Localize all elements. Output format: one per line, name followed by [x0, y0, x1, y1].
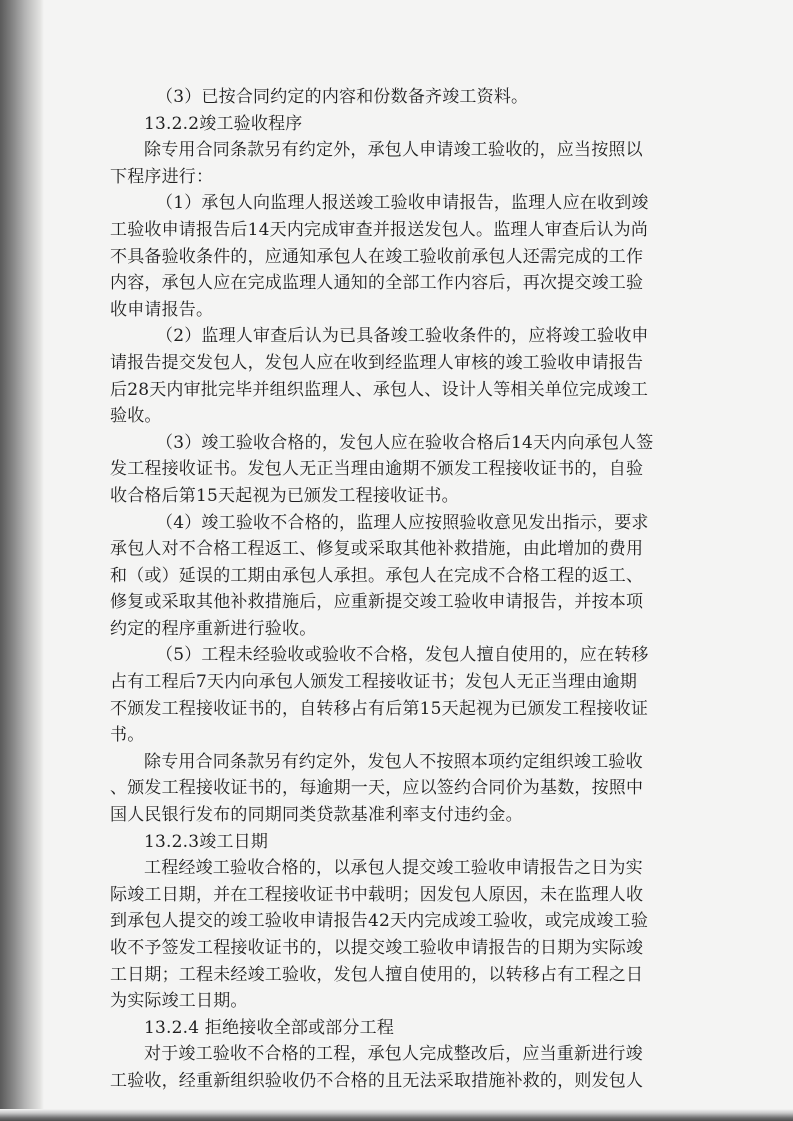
paragraph-line: 工程经竣工验收合格的，以承包人提交竣工验收申请报告之日为实 — [144, 858, 643, 879]
paragraph-line: 修复或采取其他补救措施后，应重新提交竣工验收申请报告，并按本项 — [110, 592, 644, 613]
scan-left-shadow — [0, 0, 44, 1121]
paragraph-line: （1）承包人向监理人报送竣工验收申请报告，监理人应在收到竣 — [156, 193, 649, 214]
paragraph-line: （2）监理人审查后认为已具备竣工验收条件的，应将竣工验收申 — [156, 326, 649, 347]
paragraph-line: 后28天内审批完毕并组织监理人、承包人、设计人等相关单位完成竣工 — [110, 379, 649, 400]
paragraph-line: 收申请报告。 — [110, 299, 214, 320]
paragraph-line: 除专用合同条款另有约定外，发包人不按照本项约定组织竣工验收 — [144, 751, 643, 772]
paragraph-line: 内容，承包人应在完成监理人通知的全部工作内容后，再次提交竣工验 — [110, 273, 644, 294]
paragraph-line: 发工程接收证书。发包人无正当理由逾期不颁发工程接收证书的，自验 — [110, 459, 644, 480]
paragraph-line: 工验收申请报告后14天内完成审查并报送发包人。监理人审查后认为尚 — [110, 219, 649, 240]
paragraph-line: 下程序进行： — [110, 166, 214, 187]
scan-bottom-shadow — [0, 1109, 793, 1121]
paragraph-line: 和（或）延误的工期由承包人承担。承包人在完成不合格工程的返工、 — [110, 565, 644, 586]
paragraph-line: 验收。 — [110, 406, 162, 427]
section-heading-13-2-4: 13.2.4 拒绝接收全部或部分工程 — [144, 1017, 395, 1038]
paragraph-line: 工验收，经重新组织验收仍不合格的且无法采取措施补救的，则发包人 — [110, 1070, 644, 1091]
paragraph-line: （5）工程未经验收或验收不合格，发包人擅自使用的，应在转移 — [156, 645, 649, 666]
paragraph-line: 除专用合同条款另有约定外，承包人申请竣工验收的，应当按照以 — [144, 140, 643, 161]
paragraph-line: 、颁发工程接收证书的，每逾期一天，应以签约合同价为基数，按照中 — [110, 778, 644, 799]
paragraph-line: 约定的程序重新进行验收。 — [110, 618, 317, 639]
paragraph-line: 收不予签发工程接收证书的，以提交竣工验收申请报告的日期为实际竣 — [110, 938, 644, 958]
paragraph-line: （3）竣工验收合格的，发包人应在验收合格后14天内向承包人签 — [156, 432, 654, 453]
paragraph-line: 书。 — [110, 725, 145, 746]
paragraph-line: 不具备验收条件的，应通知承包人在竣工验收前承包人还需完成的工作 — [110, 246, 644, 267]
section-heading-13-2-3: 13.2.3竣工日期 — [144, 831, 269, 852]
paragraph-line: 占有工程后7天内向承包人颁发工程接收证书；发包人无正当理由逾期 — [110, 672, 638, 693]
paragraph-line: 工日期；工程未经竣工验收，发包人擅自使用的，以转移占有工程之日 — [110, 964, 644, 985]
paragraph-line: 不颁发工程接收证书的，自转移占有后第15天起视为已颁发工程接收证 — [110, 698, 649, 719]
paragraph-line: （4）竣工验收不合格的，监理人应按照验收意见发出指示，要求 — [156, 512, 649, 533]
paragraph-line: 为实际竣工日期。 — [110, 991, 248, 1012]
paragraph-line: 国人民银行发布的同期同类贷款基准利率支付违约金。 — [110, 805, 523, 826]
paragraph-line: 承包人对不合格工程返工、修复或采取其他补救措施，由此增加的费用 — [110, 539, 644, 560]
paragraph-line: 际竣工日期，并在工程接收证书中载明；因发包人原因，未在监理人收 — [110, 884, 644, 905]
paragraph-line: 对于竣工验收不合格的工程，承包人完成整改后，应当重新进行竣 — [144, 1044, 643, 1065]
section-heading-13-2-2: 13.2.2竣工验收程序 — [144, 113, 303, 134]
paragraph-line: 到承包人提交的竣工验收申请报告42天内完成竣工验收，或完成竣工验 — [110, 911, 649, 932]
paragraph-line: （3）已按合同约定的内容和份数备齐竣工资料。 — [156, 87, 529, 107]
document-page — [110, 84, 710, 1095]
paragraph-line: 收合格后第15天起视为已颁发工程接收证书。 — [110, 485, 459, 506]
paragraph-line: 请报告提交发包人，发包人应在收到经监理人审核的竣工验收申请报告 — [110, 352, 644, 373]
